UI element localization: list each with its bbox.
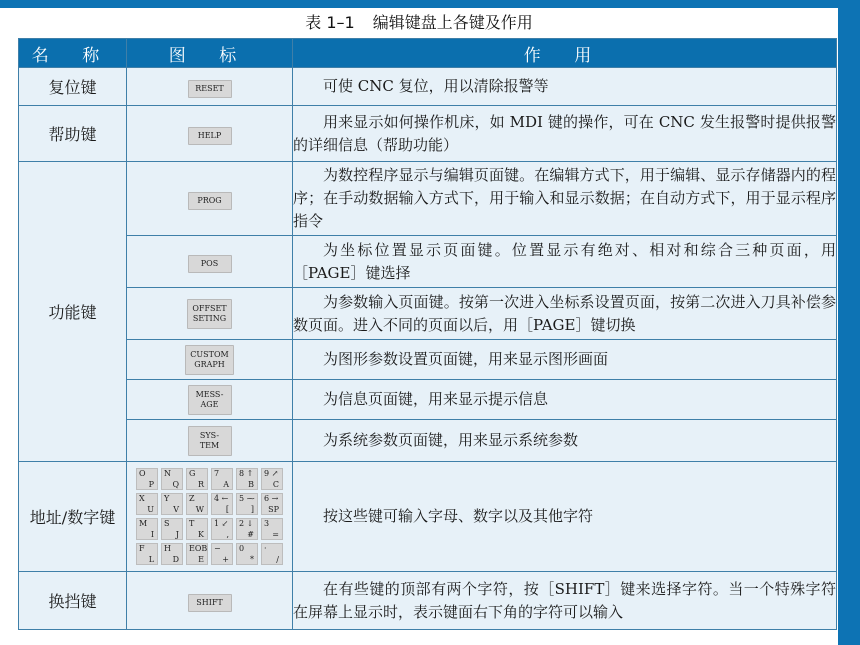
message-effect: 为信息页面键，用来显示提示信息 bbox=[323, 390, 549, 408]
keypad-key bbox=[186, 518, 208, 540]
keypad-key-bottom: C bbox=[272, 480, 279, 489]
keypad-key bbox=[186, 543, 208, 565]
reset-key-icon: RESET bbox=[188, 80, 232, 98]
keypad-key-top: X bbox=[139, 494, 145, 503]
address-effect: 按这些键可输入字母、数字以及其他字符 bbox=[323, 507, 594, 525]
keypad-key-bottom: A bbox=[223, 480, 229, 489]
right-border bbox=[838, 0, 860, 645]
keypad-key-bottom: = bbox=[272, 530, 279, 539]
help-key-icon: HELP bbox=[188, 127, 232, 145]
keypad-key-bottom: # bbox=[247, 530, 254, 539]
keypad-key-bottom: I bbox=[150, 530, 154, 539]
keypad-key-top: T bbox=[189, 519, 195, 528]
keypad-key bbox=[261, 468, 283, 490]
keypad-key-top: Z bbox=[189, 494, 195, 503]
keypad-key bbox=[261, 518, 283, 540]
keypad-key bbox=[136, 493, 158, 515]
custom-effect: 为图形参数设置页面键，用来显示图形画面 bbox=[323, 350, 609, 368]
keypad-key-top: 0 bbox=[239, 544, 245, 553]
keypad-key bbox=[136, 468, 158, 490]
keypad-key-bottom: U bbox=[147, 505, 154, 514]
keypad-key-bottom: K bbox=[198, 530, 204, 539]
keypad-key-bottom: ] bbox=[250, 505, 254, 514]
keypad-key-top: EOB bbox=[189, 544, 208, 553]
system-effect: 为系统参数页面键，用来显示系统参数 bbox=[323, 431, 579, 449]
custom-graph-key-icon: CUSTOM GRAPH bbox=[185, 345, 233, 375]
address-keypad-icon bbox=[136, 468, 283, 565]
keypad-key-top: 4 ← bbox=[214, 494, 229, 503]
keypad-key bbox=[261, 543, 283, 565]
row-name-shift: 换挡键 bbox=[19, 572, 127, 630]
reset-effect: 可使 CNC 复位，用以清除报警等 bbox=[323, 77, 549, 95]
keypad-key-bottom: SP bbox=[268, 505, 279, 514]
keypad-key bbox=[161, 468, 183, 490]
offset-setting-key-icon: OFFSET SETING bbox=[187, 299, 231, 329]
table-row bbox=[19, 106, 837, 162]
keypad-key-bottom: V bbox=[173, 505, 179, 514]
keypad-key bbox=[236, 518, 258, 540]
keypad-key bbox=[211, 518, 233, 540]
keypad-key-top: H bbox=[164, 544, 171, 553]
keypad-key-top: N bbox=[164, 469, 171, 478]
keypad-key-top: 8 ↑ bbox=[239, 469, 254, 478]
keypad-key-bottom: J bbox=[175, 530, 179, 539]
keypad-key-top: Y bbox=[164, 494, 170, 503]
table-row bbox=[19, 462, 837, 572]
table-header-row bbox=[19, 39, 837, 68]
keypad-key-top: 5 ⁓ bbox=[239, 494, 255, 503]
keypad-key-top: 6 → bbox=[264, 494, 279, 503]
table-row bbox=[19, 340, 837, 380]
keypad-key-top: 7 bbox=[214, 469, 220, 478]
keypad-key-top: O bbox=[139, 469, 146, 478]
keypad-key bbox=[261, 493, 283, 515]
table-row bbox=[19, 288, 837, 340]
keypad-key-bottom: D bbox=[172, 555, 179, 564]
header-icon: 图 标 bbox=[127, 39, 293, 68]
keypad-key bbox=[136, 543, 158, 565]
keypad-key bbox=[211, 468, 233, 490]
keypad-key-top: − bbox=[214, 544, 221, 553]
top-border bbox=[0, 0, 860, 8]
keypad-key-top: 1 ↙ bbox=[214, 519, 229, 528]
keypad-key bbox=[136, 518, 158, 540]
keypad-key-top: G bbox=[189, 469, 196, 478]
header-name: 名 称 bbox=[19, 39, 127, 68]
keypad-key bbox=[236, 493, 258, 515]
keypad-key-top: M bbox=[139, 519, 148, 528]
table-caption bbox=[0, 8, 838, 38]
keypad-key bbox=[236, 543, 258, 565]
keypad-key-bottom: R bbox=[197, 480, 204, 489]
keypad-key-bottom: P bbox=[148, 480, 154, 489]
keypad-key-top: F bbox=[139, 544, 145, 553]
keypad-key bbox=[236, 468, 258, 490]
row-name-address: 地址/数字键 bbox=[19, 462, 127, 572]
key-function-table bbox=[18, 38, 837, 630]
table-row bbox=[19, 162, 837, 236]
table-row bbox=[19, 572, 837, 630]
help-effect: 用来显示如何操作机床，如 MDI 键的操作，可在 CNC 发生报警时提供报警的详细信息（帮助功能） bbox=[293, 112, 836, 154]
keypad-key-bottom: + bbox=[222, 555, 229, 564]
keypad-key-bottom: E bbox=[198, 555, 204, 564]
row-name-help: 帮助键 bbox=[19, 106, 127, 162]
keypad-key bbox=[186, 493, 208, 515]
offset-effect: 为参数输入页面键。按第一次进入坐标系设置页面，按第二次进入刀具补偿参数页面。进入不同的页面以后，用［PAGE］键切换 bbox=[293, 292, 836, 334]
row-name-function: 功能键 bbox=[19, 162, 127, 462]
shift-effect: 在有些键的顶部有两个字符，按［SHIFT］键来选择字符。当一个特殊字符在屏幕上显示时，表示键面右下角的字符可以输入 bbox=[293, 579, 836, 621]
header-effect: 作 用 bbox=[293, 39, 837, 68]
keypad-key-top: 3 bbox=[264, 519, 270, 528]
keypad-key-top: S bbox=[164, 519, 170, 528]
caption-title: 编辑键盘上各键及作用 bbox=[372, 13, 533, 32]
keypad-key-top: 9 ↗ bbox=[264, 469, 279, 478]
row-name-reset: 复位键 bbox=[19, 68, 127, 106]
caption-number: 表 1–1 bbox=[305, 13, 355, 32]
keypad-key-bottom: / bbox=[276, 555, 279, 564]
keypad-key bbox=[186, 468, 208, 490]
pos-key-icon: POS bbox=[188, 255, 232, 273]
keypad-key bbox=[211, 543, 233, 565]
keypad-key-bottom: Q bbox=[172, 480, 179, 489]
keypad-key-top: 2 ↓ bbox=[239, 519, 254, 528]
table-row bbox=[19, 420, 837, 462]
keypad-key-bottom: * bbox=[250, 555, 254, 564]
message-key-icon: MESS- AGE bbox=[188, 385, 232, 415]
keypad-key bbox=[211, 493, 233, 515]
table-row bbox=[19, 68, 837, 106]
keypad-key-bottom: , bbox=[226, 530, 229, 539]
pos-effect: 为坐标位置显示页面键。位置显示有绝对、相对和综合三种页面，用［PAGE］键选择 bbox=[293, 240, 836, 282]
keypad-key bbox=[161, 518, 183, 540]
keypad-key-top: · bbox=[264, 544, 267, 553]
table-row bbox=[19, 380, 837, 420]
keypad-key-bottom: [ bbox=[225, 505, 229, 514]
shift-key-icon: SHIFT bbox=[188, 594, 232, 612]
keypad-key bbox=[161, 543, 183, 565]
system-key-icon: SYS- TEM bbox=[188, 426, 232, 456]
keypad-key-bottom: B bbox=[248, 480, 254, 489]
keypad-key-bottom: L bbox=[148, 555, 154, 564]
keypad-key-bottom: W bbox=[195, 505, 204, 514]
table-row bbox=[19, 236, 837, 288]
prog-effect: 为数控程序显示与编辑页面键。在编辑方式下，用于编辑、显示存储器内的程序；在手动数据输入方式下，用于输入和显示数据；在自动方式下，用于显示程序指令 bbox=[293, 166, 836, 230]
keypad-key bbox=[161, 493, 183, 515]
prog-key-icon: PROG bbox=[188, 192, 232, 210]
